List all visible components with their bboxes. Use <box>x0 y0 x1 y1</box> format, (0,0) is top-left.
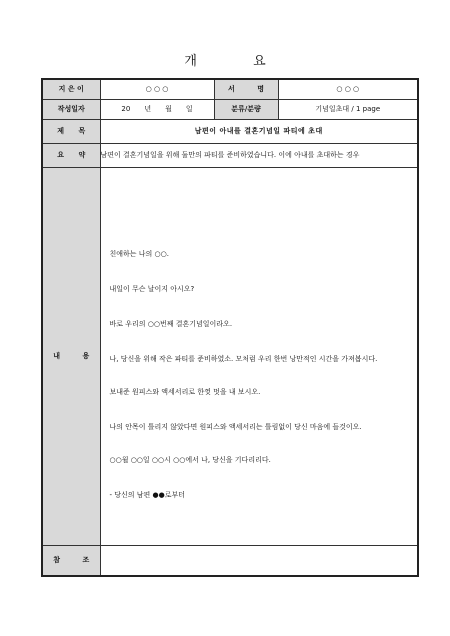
content-line: 내일이 무슨 날이지 아시오? <box>109 284 195 293</box>
date-day-unit: 일 <box>185 105 193 113</box>
author-label: 지 은 이 <box>42 79 100 99</box>
subject-label: 제 목 <box>42 119 100 143</box>
content-line: ○○월 ○○일 ○○시 ○○에서 나, 당신을 기다리리다. <box>109 455 271 464</box>
date-row <box>42 99 418 119</box>
subject-row <box>42 119 418 143</box>
category-label: 분류/분량 <box>214 99 278 119</box>
reference-value <box>100 545 418 576</box>
content-label: 내 용 <box>42 167 100 545</box>
date-year-unit: 년 <box>144 105 152 113</box>
content-line: 바로 우리의 ○○번째 결혼기념일이라오. <box>109 319 233 328</box>
page-title: 개 요 <box>184 54 292 69</box>
date-value <box>100 99 214 119</box>
category-value: 기념일초대 / 1 page <box>278 99 418 119</box>
author-value: ○ ○ ○ <box>100 79 214 99</box>
reference-row <box>42 545 418 576</box>
summary-label: 요 약 <box>42 143 100 167</box>
subject-value: 남편이 아내를 결혼기념일 파티에 초대 <box>100 119 418 143</box>
signature-value: ○ ○ ○ <box>278 79 418 99</box>
content-line: - 당신의 남편 ●●로부터 <box>109 490 186 499</box>
content-line: 나, 당신을 위해 작은 파티를 준비하였소. 모처럼 우리 한번 낭만적인 시간을 가져봅시다. <box>109 354 378 363</box>
content-line: 친애하는 나의 ○○. <box>109 249 169 258</box>
author-row <box>42 79 418 99</box>
content-row <box>42 167 418 545</box>
content-line: 보내준 원피스와 액세서리로 한껏 멋을 내 보시오. <box>109 387 261 396</box>
summary-form-table <box>41 78 419 577</box>
date-label: 작성일자 <box>42 99 100 119</box>
date-month-unit: 월 <box>165 105 172 113</box>
summary-row <box>42 143 418 167</box>
signature-label: 서 명 <box>214 79 278 99</box>
reference-label: 참 조 <box>42 545 100 576</box>
summary-value: 남편이 결혼기념일을 위해 둘만의 파티를 준비하였습니다. 이에 아내를 초대하는 경우 <box>100 143 418 167</box>
date-year: 20 <box>121 105 131 113</box>
content-body <box>100 167 418 545</box>
content-line: 나의 안목이 틀리지 않았다면 원피스와 액세서리는 틀림없이 당신 마음에 들것이오. <box>109 422 362 431</box>
